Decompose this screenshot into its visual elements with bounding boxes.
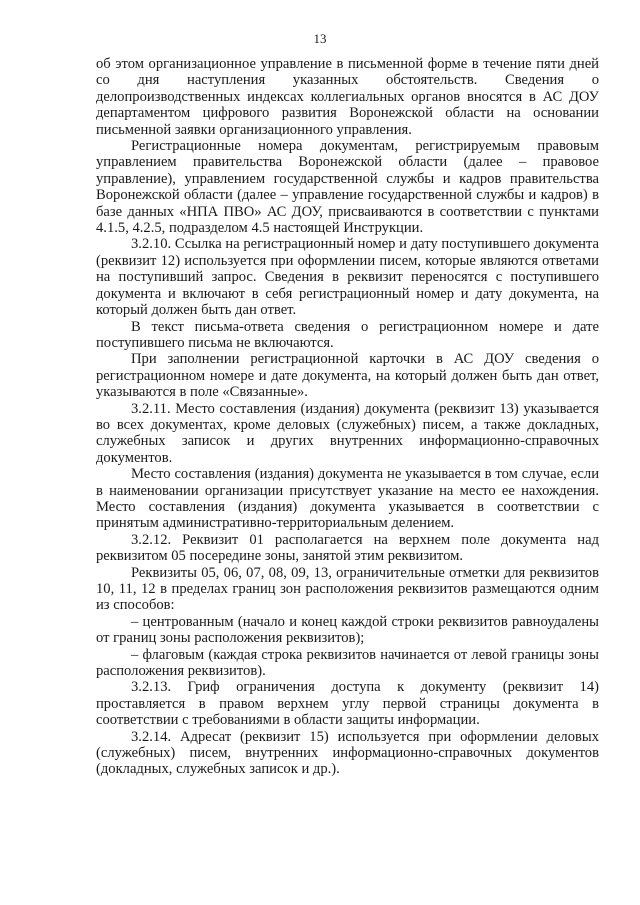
- paragraph: 3.2.14. Адресат (реквизит 15) используется при оформлении деловых (служебных) писем, внутренних информационно-справочных документов (докладных, служебных записок и др.).: [96, 728, 599, 778]
- paragraph: В текст письма-ответа сведения о регистрационном номере и дате поступившего письма не включаются.: [96, 318, 599, 351]
- paragraph: 3.2.12. Реквизит 01 располагается на верхнем поле документа над реквизитом 05 посередине зоны, занятой этим реквизитом.: [96, 531, 599, 565]
- paragraph: Место составления (издания) документа не указывается в том случае, если в наименовании организации присутствует указание на место ее нахождения. Место составления (издания) документа указывается в соответствии с принятым административно-территориальным делением.: [96, 466, 599, 532]
- page-number: 13: [313, 31, 327, 46]
- paragraph: – флаговым (каждая строка реквизитов начинается от левой границы зоны расположения реквизитов).: [96, 646, 599, 680]
- paragraph: об этом организационное управление в письменной форме в течение пяти дней со дня наступления указанных обстоятельств. Сведения о делопроизводственных индексах коллегиальных органов вносятся в АС ДОУ департаментом цифрового развития Воронежской области на основании письменной заявки организационного управления.: [96, 56, 599, 138]
- paragraph: 3.2.13. Гриф ограничения доступа к документу (реквизит 14) проставляется в правом верхнем углу первой страницы документа в соответствии с требованиями в области защиты информации.: [96, 679, 599, 729]
- paragraph: Реквизиты 05, 06, 07, 08, 09, 13, ограничительные отметки для реквизитов 10, 11, 12 в пределах границ зон расположения реквизитов размещаются одним из способов:: [96, 564, 599, 614]
- document-body: [96, 56, 599, 778]
- paragraph: Регистрационные номера документам, регистрируемым правовым управлением правительства Воронежской области (далее – правовое управление), управлением государственной службы и кадров правительства Воронежской области (далее – управление государственной службы и кадров) в базе данных «НПА ПВО» АС ДОУ, присваиваются в соответствии с пунктами 4.1.5, 4.2.5, подразделом 4.5 настоящей Инструкции.: [96, 138, 599, 237]
- paragraph: 3.2.10. Ссылка на регистрационный номер и дату поступившего документа (реквизит 12) используется при оформлении писем, которые являются ответами на поступивший запрос. Сведения в реквизит переносятся с поступившего документа и включают в себя регистрационный номер и дату документа, на который должен быть дан ответ.: [96, 236, 599, 319]
- paragraph: – центрованным (начало и конец каждой строки реквизитов равноудалены от границ зоны расположения реквизитов);: [96, 613, 599, 647]
- paragraph: При заполнении регистрационной карточки в АС ДОУ сведения о регистрационном номере и дате документа, на который должен быть дан ответ, указываются в поле «Связанные».: [96, 351, 599, 401]
- paragraph: 3.2.11. Место составления (издания) документа (реквизит 13) указывается во всех документах, кроме деловых (служебных) писем, а также докладных, служебных записок и других внутренних информационно-справочных документов.: [96, 400, 599, 466]
